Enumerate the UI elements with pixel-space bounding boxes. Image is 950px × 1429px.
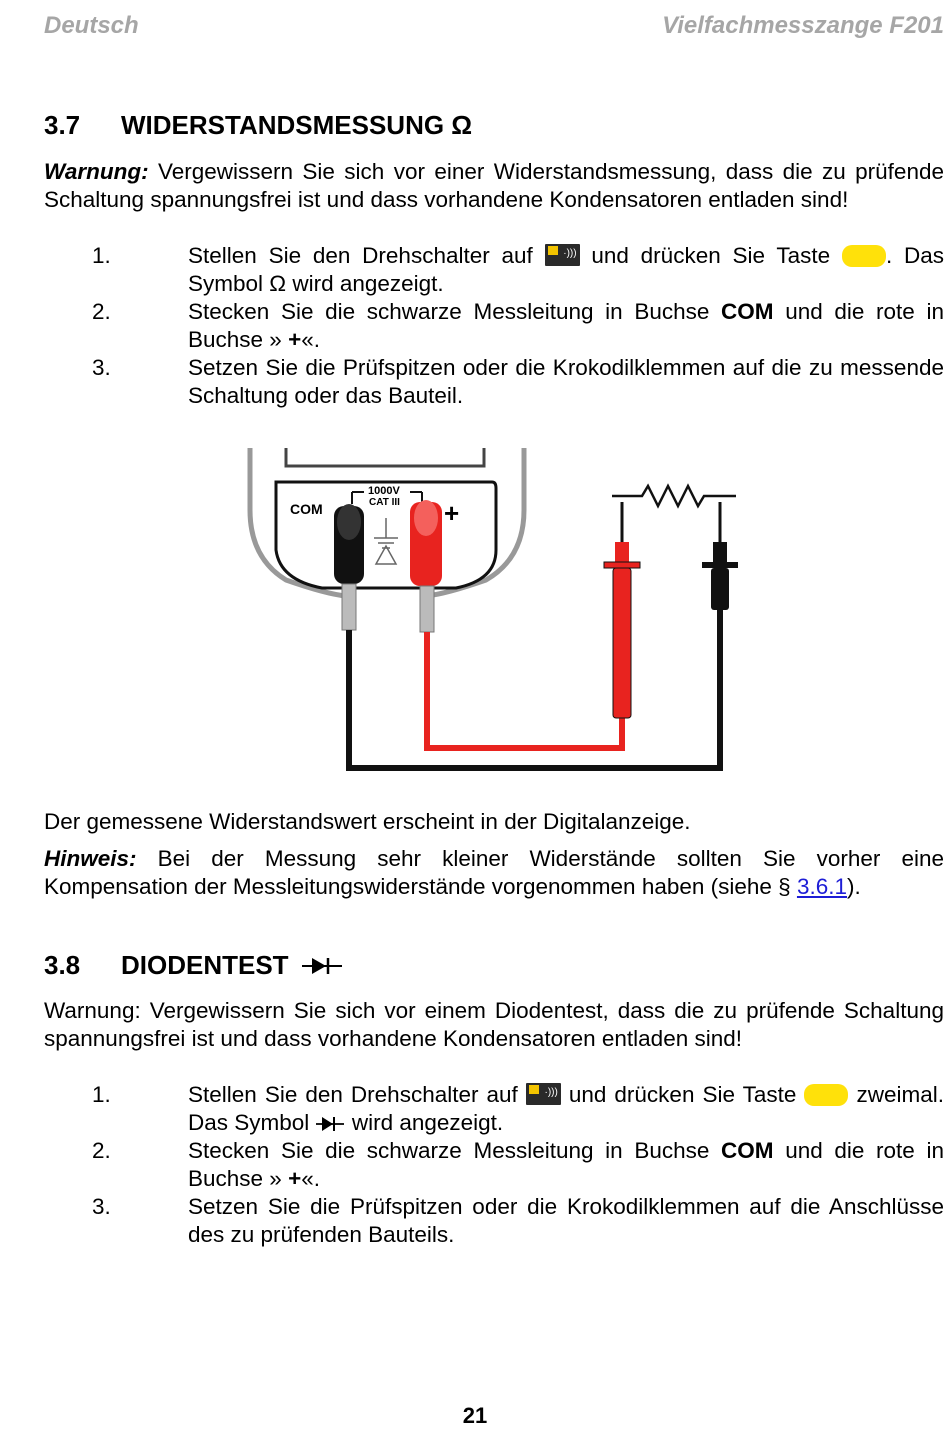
list-number: 2. [92, 299, 111, 324]
list-text: Setzen Sie die Prüfspitzen oder die Krokodilklemmen auf die Anschlüsse des zu prüfenden Bauteils. [188, 1194, 944, 1247]
black-probe-grip [713, 542, 727, 562]
step-text: Stellen Sie den Drehschalter auf [188, 243, 533, 268]
list-number: 3. [92, 355, 111, 380]
red-plug-highlight [414, 500, 438, 536]
section-38-heading [44, 950, 344, 981]
black-probe-guard [702, 562, 738, 568]
red-plug-sleeve [420, 586, 434, 632]
step-text: und drücken Sie Taste [591, 243, 831, 268]
step-text: «. [301, 327, 320, 352]
diode-warning-paragraph: Warnung: Vergewissern Sie sich vor einem Diodentest, dass die zu prüfende Schaltung spannungsfrei ist und dass vorhandene Kondensatoren entladen sind! [44, 998, 944, 1051]
red-probe-handle [613, 568, 631, 718]
header-product: Vielfachmesszange F201 [662, 12, 944, 39]
measurement-illustration [246, 446, 746, 776]
red-lead-cable [427, 632, 622, 748]
voltage-label: 1000V [368, 485, 400, 497]
note-label: Hinweis: [44, 846, 137, 871]
step-text: wird angezeigt. [351, 1110, 504, 1135]
yellow-key-icon [842, 245, 886, 267]
step-bold: + [288, 1166, 302, 1191]
page-number: 21 [462, 1403, 488, 1428]
step-text: und die rote in Buchse » [188, 299, 944, 352]
step-bold: COM [721, 299, 774, 324]
black-probe-handle [711, 568, 729, 610]
list-number: 3. [92, 1194, 111, 1219]
red-probe-grip [615, 542, 629, 562]
list-text [188, 1081, 944, 1137]
note-paragraph [44, 845, 944, 901]
section-37-heading [44, 110, 472, 141]
red-probe-guard [604, 562, 640, 568]
warning-text: Vergewissern Sie sich vor einer Widerstandsmessung, dass die zu prüfende Schaltung spannungsfrei ist und dass vorhandene Kondensatoren entladen sind! [44, 159, 944, 212]
header-language: Deutsch [44, 12, 139, 39]
black-plug-highlight [337, 504, 361, 540]
diode-icon [316, 1116, 346, 1132]
step-text: Stecken Sie die schwarze Messleitung in Buchse [188, 1138, 710, 1163]
list-number: 1. [92, 1082, 111, 1107]
rotary-switch-icon: ·))) [526, 1083, 561, 1105]
step-text: und die rote in Buchse » [188, 1138, 944, 1191]
step-text: Stecken Sie die schwarze Messleitung in Buchse [188, 299, 710, 324]
step-bold: + [288, 327, 302, 352]
section-number: 3.8 [44, 950, 81, 980]
note-text-end: ). [847, 874, 861, 899]
black-plug-sleeve [342, 584, 356, 630]
list-number: 1. [92, 243, 111, 268]
section-title: WIDERSTANDSMESSUNG Ω [121, 110, 473, 140]
list-text [188, 298, 944, 354]
rotary-switch-icon: ·))) [545, 244, 580, 266]
step-text: «. [301, 1166, 320, 1191]
step-bold: COM [721, 1138, 774, 1163]
list-text [188, 242, 944, 298]
yellow-key-icon [804, 1084, 848, 1106]
section-number: 3.7 [44, 110, 81, 140]
step-text: und drücken Sie Taste [568, 1082, 797, 1107]
list-text: Setzen Sie die Prüfspitzen oder die Krokodilklemmen auf die zu messende Schaltung oder das Bauteil. [188, 355, 944, 408]
diode-icon [302, 956, 344, 976]
com-label: COM [290, 501, 323, 517]
cat-label: CAT III [369, 497, 400, 508]
step-text: zweimal. Das Symbol [188, 1082, 944, 1135]
warning-paragraph [44, 158, 944, 214]
step-text: . Das Symbol Ω wird angezeigt. [188, 243, 944, 296]
list-number: 2. [92, 1138, 111, 1163]
result-text: Der gemessene Widerstandswert erscheint in der Digitalanzeige. [44, 809, 691, 834]
plus-label: + [444, 498, 460, 528]
section-reference-link[interactable]: 3.6.1 [796, 874, 847, 899]
section-title: DIODENTEST [121, 950, 289, 980]
step-text: Stellen Sie den Drehschalter auf [188, 1082, 518, 1107]
note-text: Bei der Messung sehr kleiner Widerstände sollten Sie vorher eine Kompensation der Messleitungswiderstände vorgenommen haben (siehe § [44, 846, 944, 899]
list-text [188, 1137, 944, 1193]
display-window [286, 448, 484, 466]
resistor-symbol [612, 486, 736, 506]
warning-label: Warnung: [44, 159, 149, 184]
black-lead-cable [349, 608, 720, 768]
